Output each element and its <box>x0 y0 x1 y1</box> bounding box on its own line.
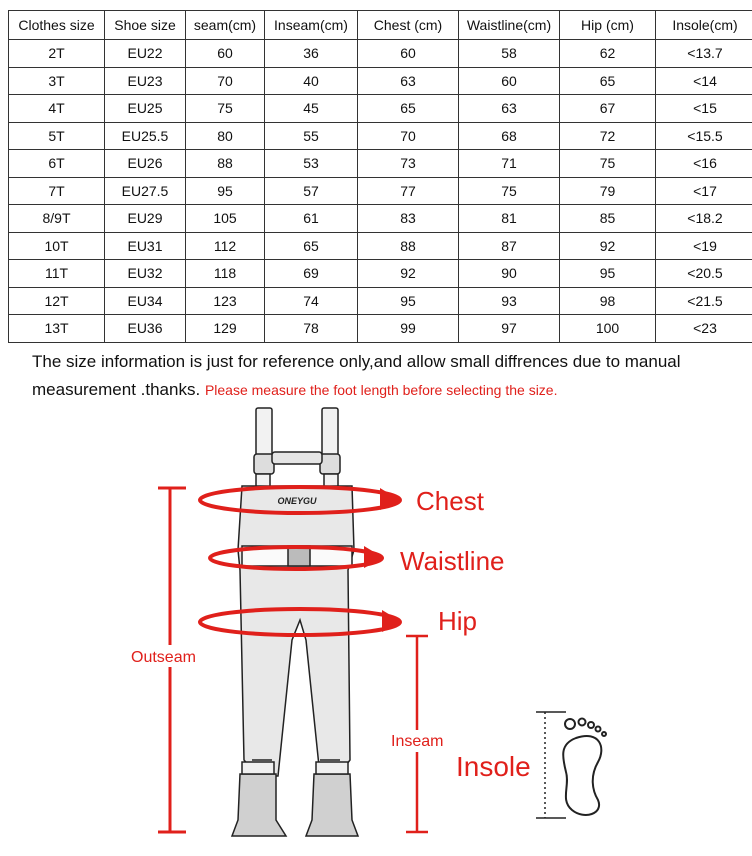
table-cell: 95 <box>358 287 459 315</box>
table-cell: 60 <box>358 40 459 68</box>
col-insole: Insole(cm) <box>656 11 752 40</box>
table-cell: 65 <box>560 67 656 95</box>
wader-body <box>232 486 358 836</box>
table-cell: 88 <box>186 150 265 178</box>
size-note <box>32 348 732 404</box>
table-cell: 63 <box>459 95 560 123</box>
table-cell: 55 <box>265 122 358 150</box>
table-cell: 77 <box>358 177 459 205</box>
table-cell: 11T <box>9 260 105 288</box>
table-cell: 118 <box>186 260 265 288</box>
note-text: The size information is just for reference only,and allow small diffrences due to manual measurement .thanks. <box>32 352 681 399</box>
table-cell: 105 <box>186 205 265 233</box>
table-cell: 97 <box>459 315 560 343</box>
size-chart-table <box>8 10 752 343</box>
table-cell: 58 <box>459 40 560 68</box>
footprint-icon <box>563 719 606 815</box>
table-cell: 62 <box>560 40 656 68</box>
table-cell: 88 <box>358 232 459 260</box>
table-row <box>9 177 752 205</box>
col-shoe-size: Shoe size <box>105 11 186 40</box>
table-cell: 112 <box>186 232 265 260</box>
table-cell: 67 <box>560 95 656 123</box>
table-cell: 71 <box>459 150 560 178</box>
col-hip: Hip (cm) <box>560 11 656 40</box>
table-cell: 6T <box>9 150 105 178</box>
col-waistline: Waistline(cm) <box>459 11 560 40</box>
table-cell: 60 <box>459 67 560 95</box>
note-red-text: Please measure the foot length before selecting the size. <box>204 382 558 398</box>
table-cell: <14 <box>656 67 752 95</box>
table-cell: 129 <box>186 315 265 343</box>
table-cell: 68 <box>459 122 560 150</box>
table-row <box>9 287 752 315</box>
table-row <box>9 232 752 260</box>
table-cell: <20.5 <box>656 260 752 288</box>
table-cell: EU25 <box>105 95 186 123</box>
table-row <box>9 95 752 123</box>
col-seam: seam(cm) <box>186 11 265 40</box>
table-row <box>9 315 752 343</box>
table-cell: EU36 <box>105 315 186 343</box>
table-cell: 72 <box>560 122 656 150</box>
table-cell: 75 <box>186 95 265 123</box>
table-cell: <16 <box>656 150 752 178</box>
table-row <box>9 205 752 233</box>
suspender-straps <box>254 408 340 490</box>
table-cell: EU29 <box>105 205 186 233</box>
insole-label: Insole <box>456 751 531 782</box>
table-cell: 36 <box>265 40 358 68</box>
table-cell: <18.2 <box>656 205 752 233</box>
table-cell: 75 <box>459 177 560 205</box>
table-cell: 95 <box>186 177 265 205</box>
table-cell: <13.7 <box>656 40 752 68</box>
table-cell: 123 <box>186 287 265 315</box>
table-cell: 70 <box>186 67 265 95</box>
table-cell: EU23 <box>105 67 186 95</box>
table-cell: 61 <box>265 205 358 233</box>
table-cell: 78 <box>265 315 358 343</box>
table-cell: 95 <box>560 260 656 288</box>
table-cell: EU22 <box>105 40 186 68</box>
table-cell: 98 <box>560 287 656 315</box>
wader-diagram <box>0 400 752 856</box>
table-cell: 8/9T <box>9 205 105 233</box>
table-cell: 73 <box>358 150 459 178</box>
brand-logo: ONEYGU <box>277 496 317 506</box>
table-row <box>9 260 752 288</box>
table-cell: 10T <box>9 232 105 260</box>
inseam-label: Inseam <box>391 733 444 750</box>
col-inseam: Inseam(cm) <box>265 11 358 40</box>
table-cell: 63 <box>358 67 459 95</box>
table-row <box>9 150 752 178</box>
table-cell: 83 <box>358 205 459 233</box>
table-header-row <box>9 11 752 40</box>
outseam-label: Outseam <box>131 649 196 666</box>
table-cell: 57 <box>265 177 358 205</box>
table-cell: EU32 <box>105 260 186 288</box>
waistline-label: Waistline <box>400 546 505 576</box>
table-cell: EU34 <box>105 287 186 315</box>
table-cell: 40 <box>265 67 358 95</box>
table-cell: 13T <box>9 315 105 343</box>
col-chest: Chest (cm) <box>358 11 459 40</box>
table-cell: EU31 <box>105 232 186 260</box>
table-cell: 60 <box>186 40 265 68</box>
table-cell: <17 <box>656 177 752 205</box>
table-cell: 93 <box>459 287 560 315</box>
table-cell: EU26 <box>105 150 186 178</box>
table-cell: 99 <box>358 315 459 343</box>
hip-label: Hip <box>438 606 478 636</box>
table-cell: <21.5 <box>656 287 752 315</box>
table-cell: 100 <box>560 315 656 343</box>
col-clothes-size: Clothes size <box>9 11 105 40</box>
table-cell: 3T <box>9 67 105 95</box>
table-row <box>9 67 752 95</box>
table-cell: <15 <box>656 95 752 123</box>
table-cell: 65 <box>265 232 358 260</box>
table-cell: 7T <box>9 177 105 205</box>
chest-label: Chest <box>416 486 484 516</box>
table-cell: 92 <box>560 232 656 260</box>
table-cell: 81 <box>459 205 560 233</box>
table-cell: 69 <box>265 260 358 288</box>
insole-measure-line <box>536 712 566 818</box>
table-cell: 79 <box>560 177 656 205</box>
table-cell: 12T <box>9 287 105 315</box>
table-cell: 75 <box>560 150 656 178</box>
table-cell: 80 <box>186 122 265 150</box>
table-cell: <19 <box>656 232 752 260</box>
table-cell: 53 <box>265 150 358 178</box>
table-cell: EU27.5 <box>105 177 186 205</box>
table-cell: 87 <box>459 232 560 260</box>
table-row <box>9 40 752 68</box>
table-cell: 74 <box>265 287 358 315</box>
table-cell: 65 <box>358 95 459 123</box>
table-cell: 85 <box>560 205 656 233</box>
table-cell: 2T <box>9 40 105 68</box>
table-cell: 4T <box>9 95 105 123</box>
table-cell: <23 <box>656 315 752 343</box>
table-cell: 90 <box>459 260 560 288</box>
table-body <box>9 40 752 343</box>
table-row <box>9 122 752 150</box>
table-cell: 70 <box>358 122 459 150</box>
table-cell: EU25.5 <box>105 122 186 150</box>
table-cell: <15.5 <box>656 122 752 150</box>
table-cell: 5T <box>9 122 105 150</box>
table-cell: 92 <box>358 260 459 288</box>
table-cell: 45 <box>265 95 358 123</box>
